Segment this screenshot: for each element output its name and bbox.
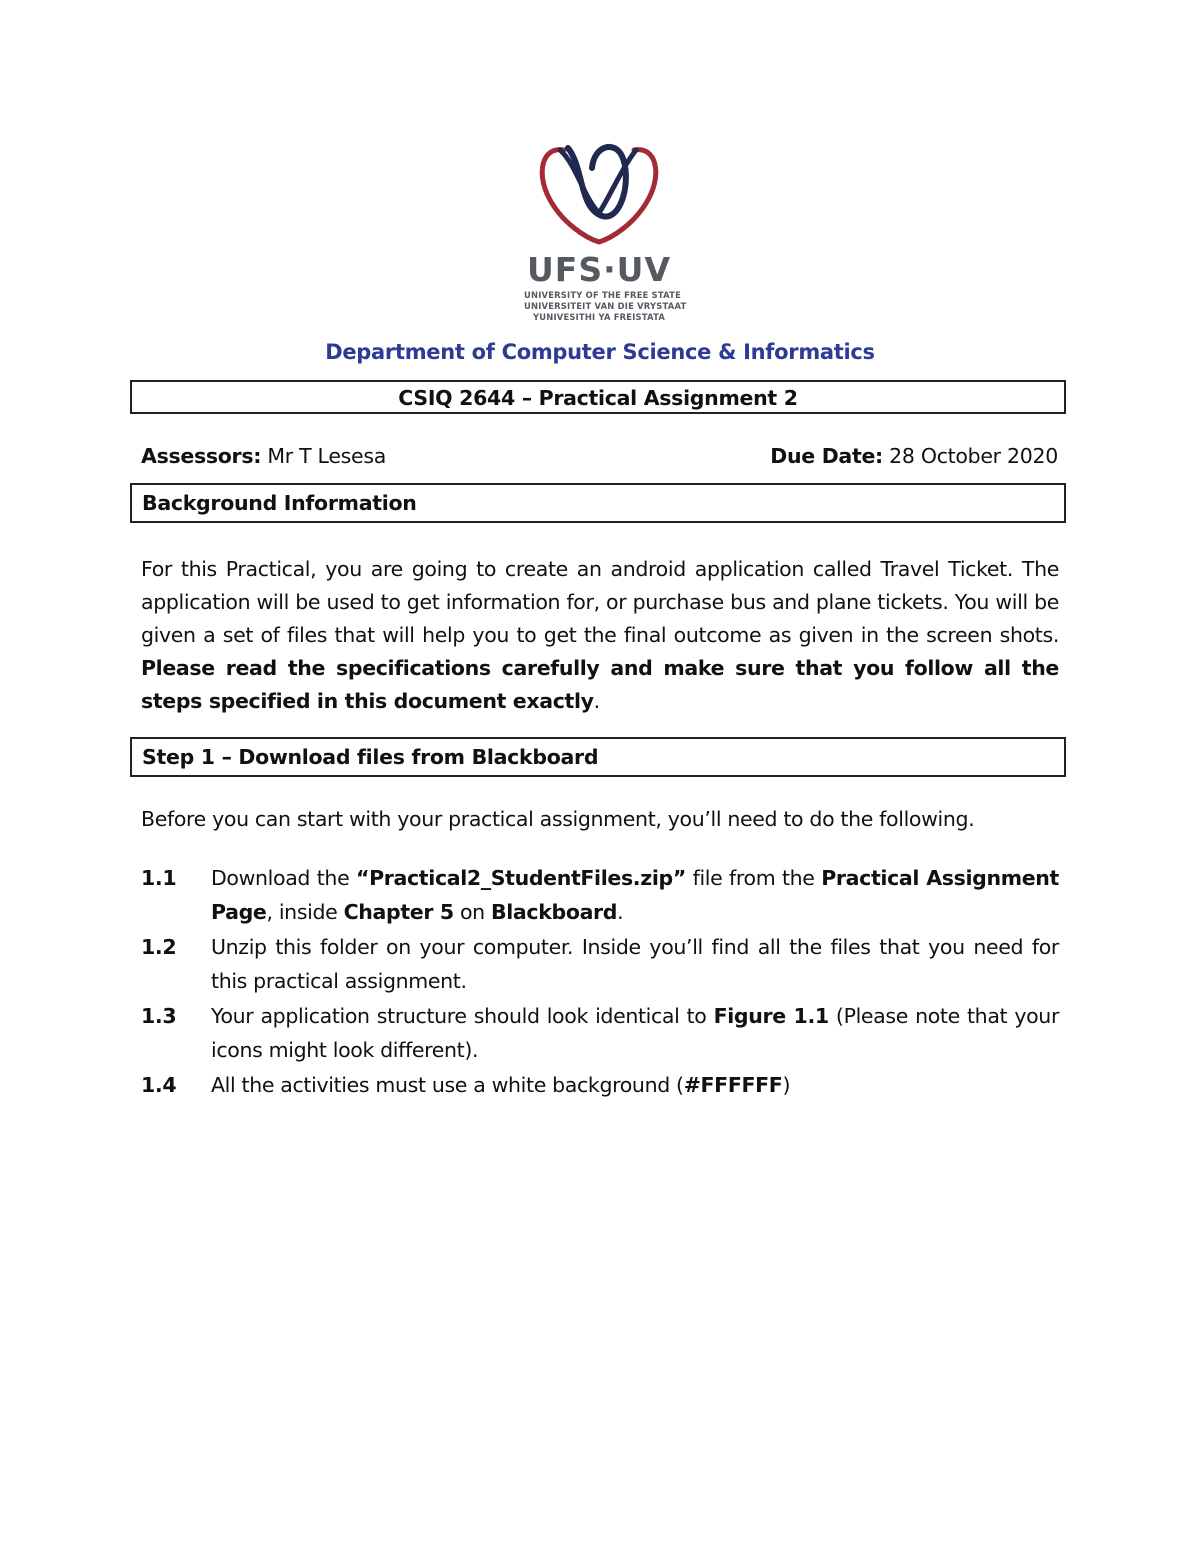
logo-line-3: YUNIVESITHI YA FREISTATA	[532, 312, 666, 322]
background-heading-box	[130, 483, 1066, 523]
blackboard-name: Blackboard	[490, 899, 618, 924]
assessors-line	[141, 444, 386, 468]
assignment-title: CSIQ 2644 – Practical Assignment 2	[398, 386, 798, 410]
item1-part: .	[617, 899, 624, 924]
item-text	[211, 1000, 1059, 1067]
step1-heading: Step 1 – Download files from Blackboard	[142, 745, 599, 769]
assessors-label: Assessors:	[141, 444, 262, 468]
due-date-label: Due Date:	[770, 444, 883, 468]
item4-part: )	[782, 1073, 791, 1097]
item-text	[211, 862, 1059, 929]
before-paragraph: Before you can start with your practical assignment, you’ll need to do the following.	[141, 807, 975, 831]
intro-end: .	[593, 689, 600, 713]
department-heading: Department of Computer Science & Informatics	[325, 340, 875, 364]
logo-line-2: UNIVERSITEIT VAN DIE VRYSTAAT	[524, 301, 687, 311]
color-code: #FFFFFF	[683, 1073, 783, 1097]
list-item	[141, 862, 1059, 929]
step1-heading-box	[130, 737, 1066, 777]
intro-text: For this Practical, you are going to create an android application called Travel Ticket. The application will be used to get information for, or purchase bus and plane tickets. You will be given a set of files that will help you to get the final outcome as given in the screen shots.	[141, 557, 1059, 647]
ufs-emblem-icon	[524, 138, 674, 248]
due-date-line	[770, 444, 1058, 468]
assignment-title-box	[130, 380, 1066, 414]
item1-part: file from the	[685, 866, 822, 890]
item-number: 1.4	[141, 1073, 177, 1097]
chapter-name: Chapter 5	[343, 899, 454, 924]
item-number: 1.3	[141, 1004, 177, 1028]
item1-part: on	[453, 899, 491, 924]
item1-part: Download the	[211, 866, 356, 890]
practical-page-name: Practical Assignment Page	[211, 866, 1060, 924]
item-text: Unzip this folder on your computer. Inside you’ll find all the files that you need for this practical assignment.	[211, 935, 1059, 993]
due-date-value: 28 October 2020	[882, 444, 1058, 468]
ufs-logo	[524, 138, 687, 323]
background-heading: Background Information	[142, 491, 417, 515]
item1-part: , inside	[266, 899, 344, 924]
intro-bold-text: Please read the specifications carefully and make sure that you follow all the steps specified in this document exactly	[141, 656, 1059, 713]
step1-list	[141, 862, 1059, 1105]
list-item	[141, 1069, 1059, 1103]
item-number: 1.2	[141, 935, 177, 959]
figure-ref: Figure 1.1	[713, 1004, 829, 1028]
item3-part: Your application structure should look identical to	[211, 1004, 714, 1028]
zip-filename: “Practical2_StudentFiles.zip”	[355, 866, 686, 890]
list-item	[141, 931, 1059, 998]
item4-part: All the activities must use a white background (	[211, 1073, 684, 1097]
logo-wordmark: UFS·UV	[527, 250, 671, 289]
item-number: 1.1	[141, 866, 177, 890]
item3-part: (Please note that your icons might look different).	[211, 1004, 1060, 1062]
logo-line-1: UNIVERSITY OF THE FREE STATE	[524, 290, 682, 300]
list-item	[141, 1000, 1059, 1067]
item-text	[211, 1069, 1059, 1103]
assessors-value: Mr T Lesesa	[261, 444, 386, 468]
intro-paragraph	[141, 553, 1059, 718]
